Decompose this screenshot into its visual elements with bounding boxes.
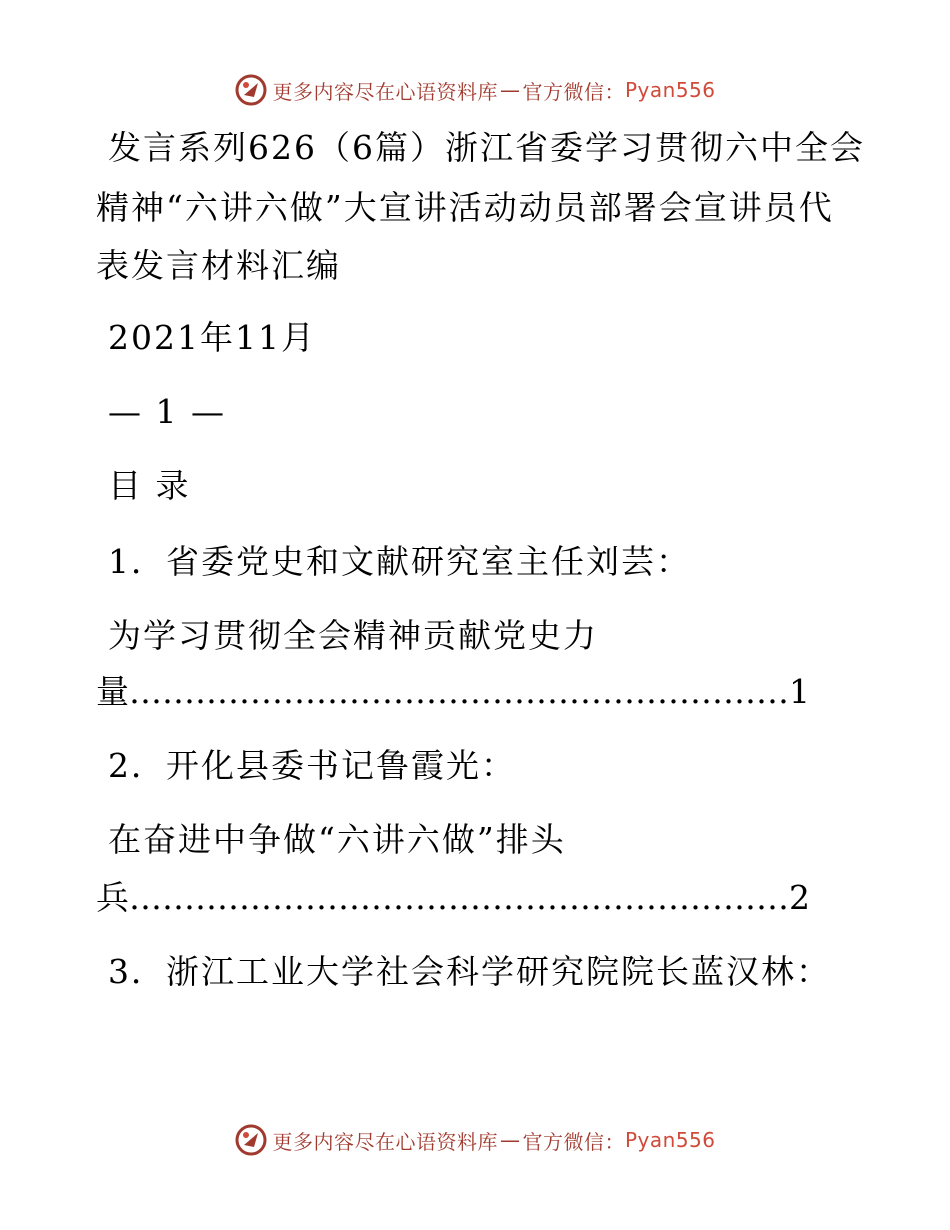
footer-banner bbox=[0, 1118, 950, 1162]
brand-logo-icon bbox=[234, 1123, 268, 1157]
banner-wechat-label: 官方微信： bbox=[522, 1129, 625, 1154]
doc-date: 2021年11月 bbox=[108, 318, 316, 357]
toc-item-2-speaker: 2．开化县委书记鲁霞光： bbox=[108, 746, 516, 785]
brand-logo-icon bbox=[234, 73, 268, 107]
banner-separator: — bbox=[499, 78, 521, 102]
page-marker: — 1 — bbox=[108, 392, 226, 431]
banner-text: 更多内容尽在心语资料库 bbox=[272, 1129, 498, 1154]
banner-wechat-id: Pyan556 bbox=[624, 78, 716, 102]
toc-item-2-leader[interactable]: 兵……………………………………………………2 bbox=[96, 878, 810, 917]
banner-wechat-id: Pyan556 bbox=[624, 1128, 716, 1152]
banner-wechat-label: 官方微信： bbox=[522, 79, 625, 104]
header-banner bbox=[0, 68, 950, 112]
toc-heading: 目 录 bbox=[108, 466, 191, 505]
toc-item-2-title: 在奋进中争做“六讲六做”排头 bbox=[108, 820, 566, 859]
toc-item-3-speaker: 3．浙江工业大学社会科学研究院院长蓝汉林： bbox=[108, 952, 831, 991]
doc-title-line-1: 发言系列626（6篇）浙江省委学习贯彻六中全会 bbox=[108, 128, 865, 167]
toc-item-1-title: 为学习贯彻全会精神贡献党史力 bbox=[108, 616, 598, 655]
banner-separator: — bbox=[499, 1128, 521, 1152]
toc-item-1-leader[interactable]: 量……………………………………………………1 bbox=[96, 672, 810, 711]
doc-title-line-2: 精神“六讲六做”大宣讲活动动员部署会宣讲员代 bbox=[96, 188, 834, 227]
toc-item-1-speaker: 1．省委党史和文献研究室主任刘芸： bbox=[108, 542, 691, 581]
doc-title-line-3: 表发言材料汇编 bbox=[96, 246, 341, 285]
banner-text: 更多内容尽在心语资料库 bbox=[272, 79, 498, 104]
